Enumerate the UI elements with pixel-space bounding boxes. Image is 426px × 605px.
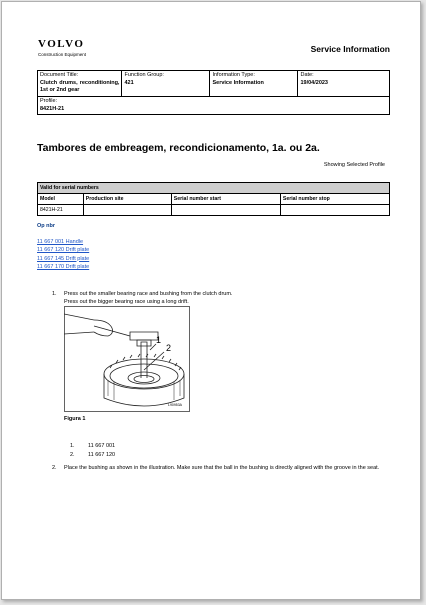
parts-list [70, 442, 115, 460]
profile-label: Profile: [40, 98, 58, 105]
drum-rim [104, 359, 184, 389]
page-title: Tambores de embreagem, recondicionamento, 1a. ou 2a. [37, 142, 320, 154]
information-type-value: Service Information [212, 79, 264, 86]
tool-link-drift-plate-170[interactable]: 11 667 170 Drift plate [37, 263, 90, 270]
step-1 [52, 290, 392, 307]
table-row [38, 205, 390, 216]
document-title-label: Document Title: [40, 72, 79, 78]
drift-head [137, 340, 151, 346]
function-group-value: 421 [124, 79, 134, 86]
document-title-value: Clutch drums, reconditioning, 1st or 2nd gear [40, 79, 120, 94]
document-info-table [37, 70, 390, 115]
profile-value: 8421H-21 [40, 105, 65, 112]
document-page [1, 1, 421, 600]
serial-table-header: Valid for serial numbers [38, 183, 390, 194]
step-2-number: 2. [52, 465, 57, 471]
part-number-value: 11 667 120 [88, 452, 116, 458]
part-number-index: 1. [70, 443, 75, 449]
column-header-serial-start: Serial number start [171, 194, 280, 205]
callout-1: 1 [156, 335, 162, 345]
date-label: Date: [300, 72, 314, 78]
step-2 [52, 464, 394, 473]
clutch-drum-illustration [64, 306, 190, 412]
step-1-line-1: Press out the smaller bearing race and bushing from the clutch drum. [64, 291, 233, 297]
serial-numbers-table [37, 182, 390, 216]
date-value: 19/04/2023 [300, 79, 328, 86]
function-group-label: Function Group: [124, 72, 164, 78]
column-header-model: Model [38, 194, 84, 205]
cell-serial-start [171, 205, 280, 216]
cell-model: 8421H-21 [38, 205, 84, 216]
cell-production-site [83, 205, 171, 216]
volvo-logo [38, 39, 86, 57]
tool-link-drift-plate-120[interactable]: 11 667 120 Drift plate [37, 247, 90, 254]
information-type-label: Information Type: [212, 72, 255, 78]
tool-link-handle[interactable]: 11 667 001 Handle [37, 239, 84, 245]
tool-link-drift-plate-145[interactable]: 11 667 145 Drift plate [37, 255, 90, 262]
list-item [70, 451, 115, 460]
information-type-cell [210, 71, 298, 97]
step-2-text: Place the bushing as shown in the illustration. Make sure that the ball in the bushing is directly aligned with the groove in the seat. [64, 465, 380, 471]
column-header-serial-stop: Serial number stop [280, 194, 389, 205]
callout-2: 2 [166, 343, 172, 353]
hammer-head [130, 332, 158, 340]
date-cell [298, 71, 390, 97]
drum-shading [108, 380, 180, 400]
drift-handle [141, 342, 147, 378]
step-1-line-2: Press out the bigger bearing race using a long drift. [64, 299, 189, 306]
step-1-number: 1. [52, 291, 57, 297]
figure-caption: Figura 1 [64, 416, 86, 422]
document-title-cell [38, 71, 122, 97]
part-number-value: 11 667 001 [88, 443, 116, 449]
figure-code: L90953A [168, 403, 183, 407]
service-information-title: Service Information [310, 44, 390, 54]
hand [94, 320, 113, 336]
bushing [134, 376, 154, 383]
tool-links-list [37, 238, 89, 271]
part-number-index: 2. [70, 452, 75, 458]
column-header-production-site: Production site [83, 194, 171, 205]
function-group-cell [122, 71, 210, 97]
brand-name: VOLVO [38, 38, 85, 50]
drum-body [104, 374, 184, 406]
list-item [70, 442, 115, 451]
arm [64, 314, 94, 334]
cell-serial-stop [280, 205, 389, 216]
op-nbr-label: Op nbr [37, 223, 56, 229]
showing-selected-profile-link[interactable]: Showing Selected Profile [323, 162, 385, 168]
profile-cell [38, 97, 390, 115]
brand-subtitle: Construction Equipment [38, 52, 87, 57]
